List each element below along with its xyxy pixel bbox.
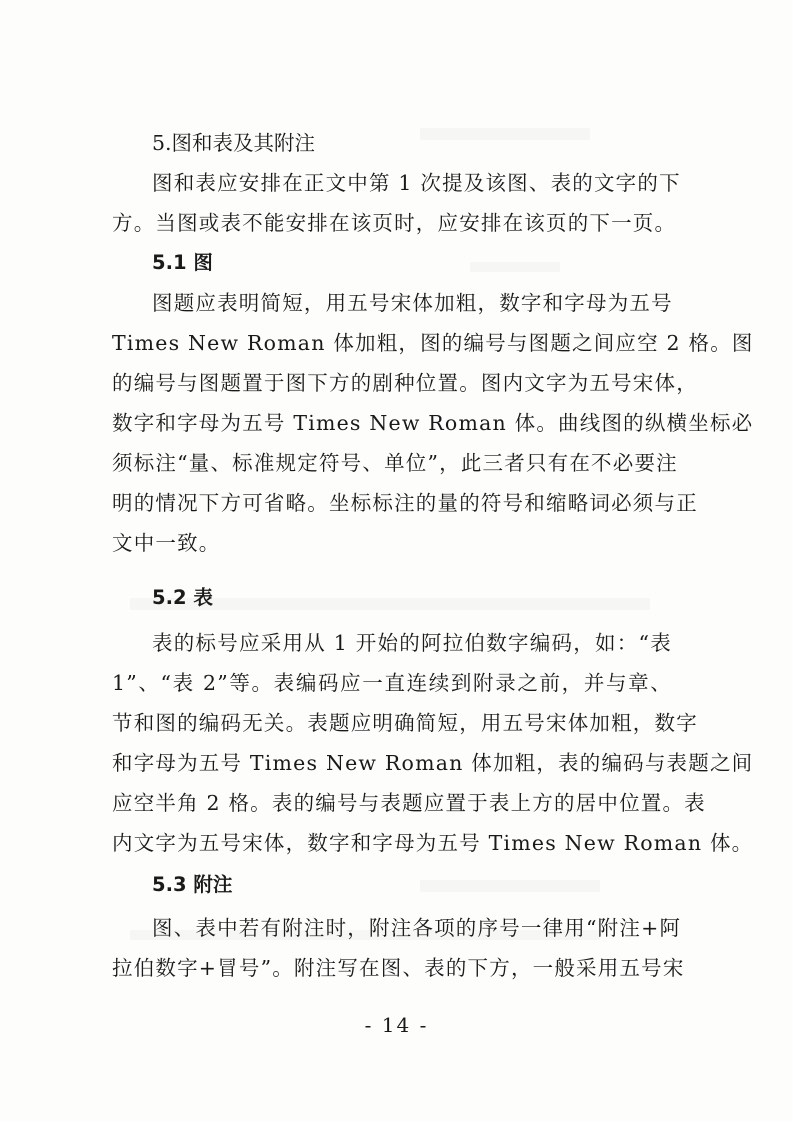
- table-line-4: 和字母为五号 Times New Roman 体加粗，表的编码与表题之间: [112, 751, 754, 775]
- table-line-6: 内文字为五号宋体，数字和字母为五号 Times New Roman 体。: [112, 831, 754, 855]
- note-line-2: 拉伯数字+冒号”。附注写在图、表的下方，一般采用五号宋: [112, 956, 685, 980]
- intro-line-2: 方。当图或表不能安排在该页时，应安排在该页的下一页。: [112, 211, 677, 235]
- figure-line-6: 明的情况下方可省略。坐标标注的量的符号和缩略词必须与正: [112, 491, 698, 515]
- bleed-through-mark: [420, 880, 600, 892]
- note-section-heading: 5.3 附注: [152, 873, 233, 896]
- page-number: - 14 -: [364, 1013, 429, 1037]
- figure-line-4: 数字和字母为五号 Times New Roman 体。曲线图的纵横坐标必: [112, 411, 754, 435]
- section-heading: 5.图和表及其附注: [152, 131, 316, 155]
- bleed-through-mark: [470, 262, 560, 272]
- bleed-through-mark: [420, 128, 590, 140]
- note-line-1: 图、表中若有附注时，附注各项的序号一律用“附注+阿: [152, 916, 682, 940]
- table-line-3: 节和图的编码无关。表题应明确简短，用五号宋体加粗，数字: [112, 711, 698, 735]
- table-line-2: 1”、“表 2”等。表编码应一直连续到附录之前，并与章、: [112, 671, 672, 695]
- intro-line-1: 图和表应安排在正文中第 1 次提及该图、表的文字的下: [152, 171, 681, 195]
- table-line-5: 应空半角 2 格。表的编号与表题应置于表上方的居中位置。表: [112, 791, 706, 815]
- figure-line-2: Times New Roman 体加粗，图的编号与图题之间应空 2 格。图: [112, 331, 754, 355]
- figure-line-3: 的编号与图题置于图下方的剧种位置。图内文字为五号宋体，: [112, 371, 698, 395]
- table-section-heading: 5.2 表: [152, 586, 213, 609]
- figure-line-1: 图题应表明简短，用五号宋体加粗，数字和字母为五号: [152, 291, 673, 315]
- figure-section-heading: 5.1 图: [152, 251, 213, 274]
- table-line-1: 表的标号应采用从 1 开始的阿拉伯数字编码，如：“表: [152, 631, 672, 655]
- figure-line-7: 文中一致。: [112, 531, 221, 555]
- figure-line-5: 须标注“量、标准规定符号、单位”，此三者只有在不必要注: [112, 451, 678, 475]
